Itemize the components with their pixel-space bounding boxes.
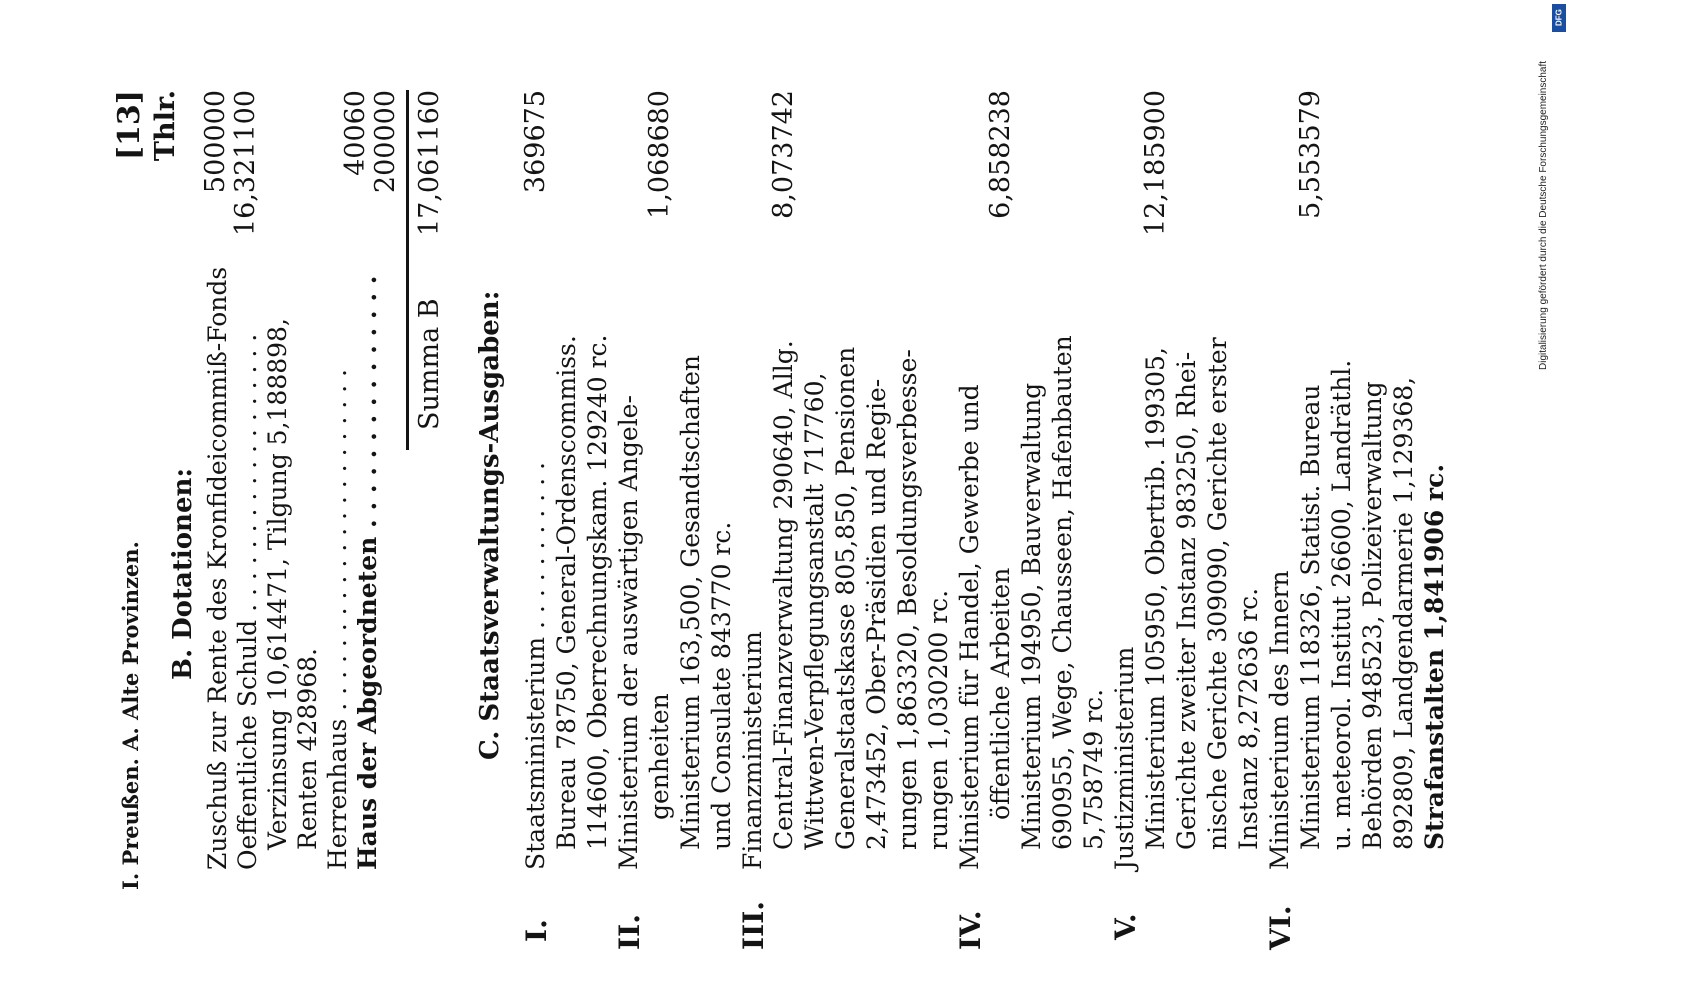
section-b-item: Zuschuß zur Rente des Kronfideicommiß-Fonds — [203, 266, 232, 870]
item-line: Central-Finanzverwaltung 290640, Allg. — [769, 340, 798, 850]
item-numeral: II. — [613, 914, 646, 950]
section-b-item: Haus der Abgeordneten . . . . . . . . . . . . . . . — [353, 275, 382, 870]
item-line: Ministerium für Handel, Gewerbe und — [955, 384, 984, 870]
item-line: Staatsministerium . . . . . . . . . . . — [521, 462, 550, 870]
page-number: [13] — [112, 90, 147, 161]
section-b-amount: 40060 — [340, 90, 371, 176]
digitization-credit — [1538, 20, 1558, 980]
item-numeral: IV. — [954, 910, 987, 950]
digitization-credit-text: Digitalisierung gefördert durch die Deutsche Forschungsgemeinschaft — [1538, 60, 1549, 370]
section-b-amount: 16,321100 — [230, 90, 261, 237]
sum-b-amount: 17,061160 — [414, 90, 445, 237]
item-line: Instanz 8,272636 rc. — [1234, 587, 1263, 850]
item-amount: 5,553579 — [1295, 90, 1326, 219]
section-b-amount: 200000 — [370, 90, 401, 194]
item-line: 892809, Landgendarmerie 1,129368, — [1389, 376, 1418, 850]
item-line: Ministerium 163,500, Gesandtschaften — [676, 354, 705, 850]
item-numeral: III. — [737, 900, 770, 950]
item-line: Behörden 948523, Polizeiverwaltung — [1358, 381, 1387, 850]
running-head — [110, 90, 150, 950]
item-amount: 1,068680 — [644, 90, 675, 219]
item-line: Ministerium der auswärtigen Angele- — [614, 395, 643, 870]
section-b-item: Oeffentliche Schuld . . . . . . . . . . . . . . . . . . — [233, 333, 262, 870]
item-line: Bureau 78750, General-Ordenscommiss. — [552, 335, 581, 850]
item-line: rungen 1,863320, Besoldungsverbesse- — [893, 349, 922, 850]
item-line: Gerichte zweiter Instanz 983250, Rhei- — [1172, 351, 1201, 850]
dfg-logo-text: DFG — [1554, 9, 1564, 27]
section-b-item: Herrenhaus . . . . . . . . . . . . . . . . . . . . . . — [323, 369, 352, 870]
item-line: Generalstaatskasse 805,850, Pensionen — [831, 346, 860, 850]
item-line: u. meteorol. Institut 26600, Landräthl. — [1327, 359, 1356, 850]
item-line: 114600, Oberrechnungskam. 129240 rc. — [583, 334, 612, 850]
item-line: Justizministerium — [1110, 646, 1139, 870]
page — [110, 90, 1490, 950]
item-amount: 12,185900 — [1140, 90, 1171, 237]
section-b-item: Verzinsung 10,614471, Tilgung 5,188898, — [263, 318, 292, 850]
item-line: Ministerium 118326, Statist. Bureau — [1296, 384, 1325, 850]
item-line: 690955, Wege, Chausseen, Hafenbauten — [1048, 335, 1077, 850]
item-line: Strafanstalten 1,841906 rc. — [1420, 463, 1449, 850]
item-line: Ministerium 105950, Obertrib. 199305, — [1141, 347, 1170, 850]
item-amount: 369675 — [520, 90, 551, 194]
item-line: öffentliche Arbeiten — [986, 567, 1015, 820]
item-amount: 6,858238 — [985, 90, 1016, 219]
item-line: Ministerium des Innern — [1265, 570, 1294, 870]
sum-rule — [406, 90, 409, 450]
section-b-amount: 500000 — [200, 90, 231, 194]
item-line: Ministerium 194950, Bauverwaltung — [1017, 382, 1046, 850]
item-numeral: V. — [1109, 913, 1142, 940]
section-b-item: Renten 428968. — [293, 648, 322, 850]
item-line: Finanzministerium — [738, 631, 767, 870]
item-line: nische Gerichte 309090, Gerichte erster — [1203, 337, 1232, 850]
item-line: Wittwen-Verpflegungsanstalt 717760, — [800, 372, 829, 850]
item-line: 2,473452, Ober-Präsidien und Regie- — [862, 378, 891, 850]
item-numeral: VI. — [1264, 905, 1297, 950]
sum-b-label: Summa B — [414, 298, 445, 430]
item-line: und Consulate 843770 rc. — [707, 521, 736, 850]
item-line: 5,758749 rc. — [1079, 688, 1108, 850]
item-amount: 8,073742 — [768, 90, 799, 219]
running-head-text: I. Preußen. A. Alte Provinzen. — [118, 541, 143, 890]
dfg-logo — [1552, 4, 1566, 32]
unit-label: Thlr. — [150, 90, 181, 162]
section-b-title: B. Dotationen: — [168, 468, 198, 680]
item-numeral: I. — [520, 919, 553, 942]
item-line: rungen 1,030200 rc. — [924, 589, 953, 850]
section-c-title: C. Staatsverwaltungs-Ausgaben: — [475, 290, 505, 760]
item-line: genheiten — [645, 693, 674, 820]
